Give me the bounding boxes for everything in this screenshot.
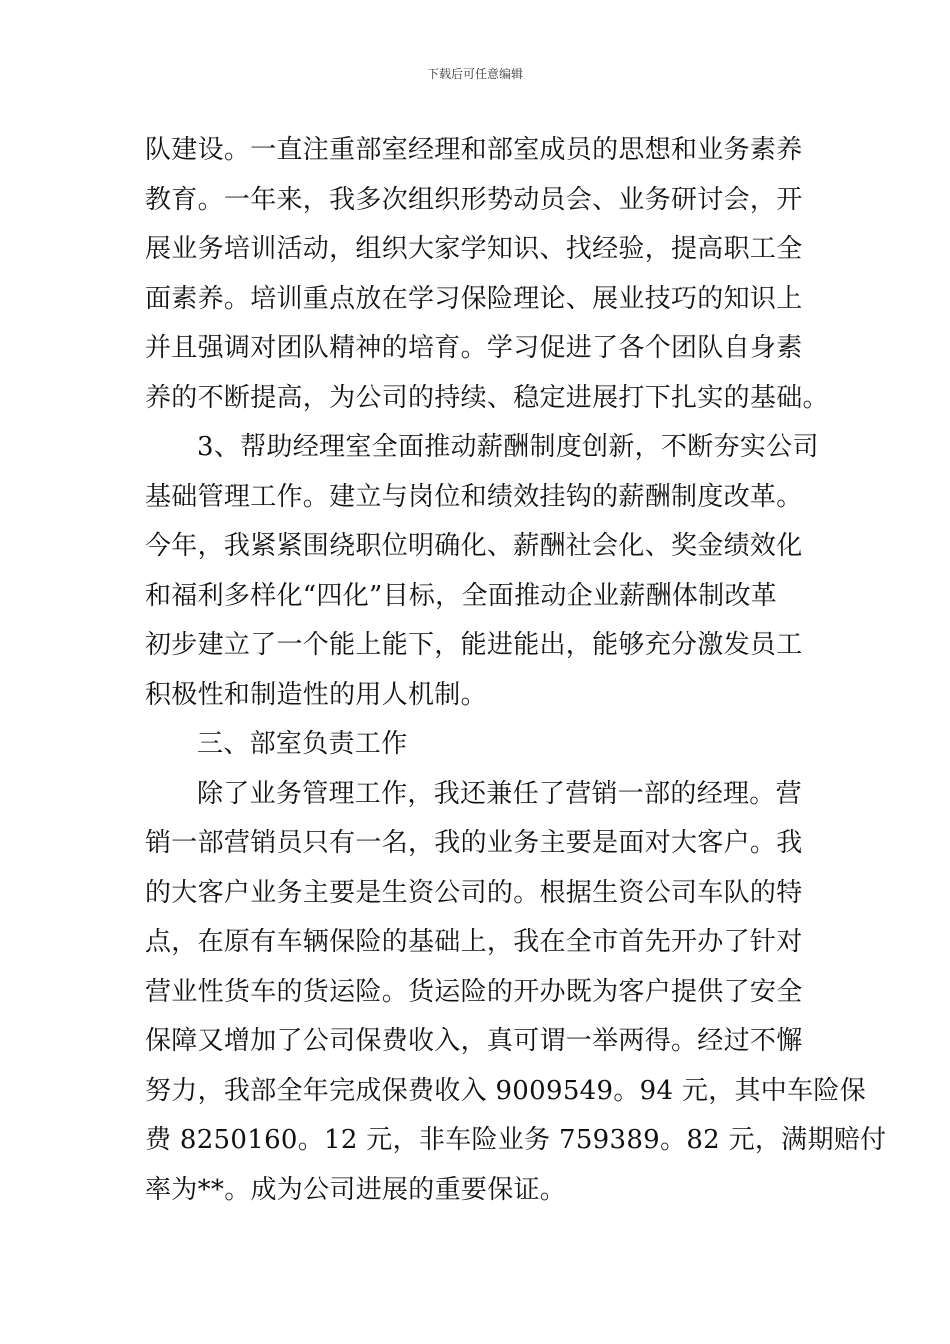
text-line: 保障又增加了公司保费收入，真可谓一举两得。经过不懈 [145, 1026, 803, 1056]
text-line: 的大客户业务主要是生资公司的。根据生资公司车队的特 [145, 877, 803, 908]
text-line: 费 8250160。12 元，非车险业务 759389。82 元，满期赔付 [145, 1125, 887, 1155]
text-line: 三、部室负责工作 [197, 729, 408, 759]
text-line: 3、帮助经理室全面推动薪酬制度创新，不断夯实公司 [197, 432, 819, 462]
text-line: 努力，我部全年完成保费收入 9009549。94 元，其中车险保 [145, 1075, 867, 1106]
text-line: 基础管理工作。建立与岗位和绩效挂钩的薪酬制度改革。 [145, 481, 803, 512]
page-header: 下载后可任意编辑 [426, 67, 523, 81]
document-body [145, 126, 887, 1215]
text-line: 今年，我紧紧围绕职位明确化、薪酬社会化、奖金绩效化 [145, 531, 803, 561]
text-line: 点，在原有车辆保险的基础上，我在全市首先开办了针对 [145, 927, 803, 957]
text-line: 教育。一年来，我多次组织形势动员会、业务研讨会，开 [145, 184, 803, 215]
text-line: 营业性货车的货运险。货运险的开办既为客户提供了安全 [145, 976, 803, 1007]
text-line: 并且强调对团队精神的培育。学习促进了各个团队自身素 [145, 333, 803, 363]
text-line: 率为**。成为公司进展的重要保证。 [145, 1174, 567, 1205]
text-line: 队建设。一直注重部室经理和部室成员的思想和业务素养 [145, 135, 803, 165]
text-line: 养的不断提高，为公司的持续、稳定进展打下扎实的基础。 [145, 382, 829, 413]
text-line: 和福利多样化“四化”目标，全面推动企业薪酬体制改革 [145, 580, 778, 611]
text-line: 除了业务管理工作，我还兼任了营销一部的经理。营 [197, 778, 802, 809]
text-line: 展业务培训活动，组织大家学知识、找经验，提高职工全 [145, 234, 803, 264]
text-line: 积极性和制造性的用人机制。 [145, 679, 487, 710]
text-line: 初步建立了一个能上能下，能进能出，能够充分激发员工 [145, 630, 803, 660]
text-line: 销一部营销员只有一名，我的业务主要是面对大客户。我 [145, 828, 803, 858]
text-line: 面素养。培训重点放在学习保险理论、展业技巧的知识上 [145, 283, 803, 314]
